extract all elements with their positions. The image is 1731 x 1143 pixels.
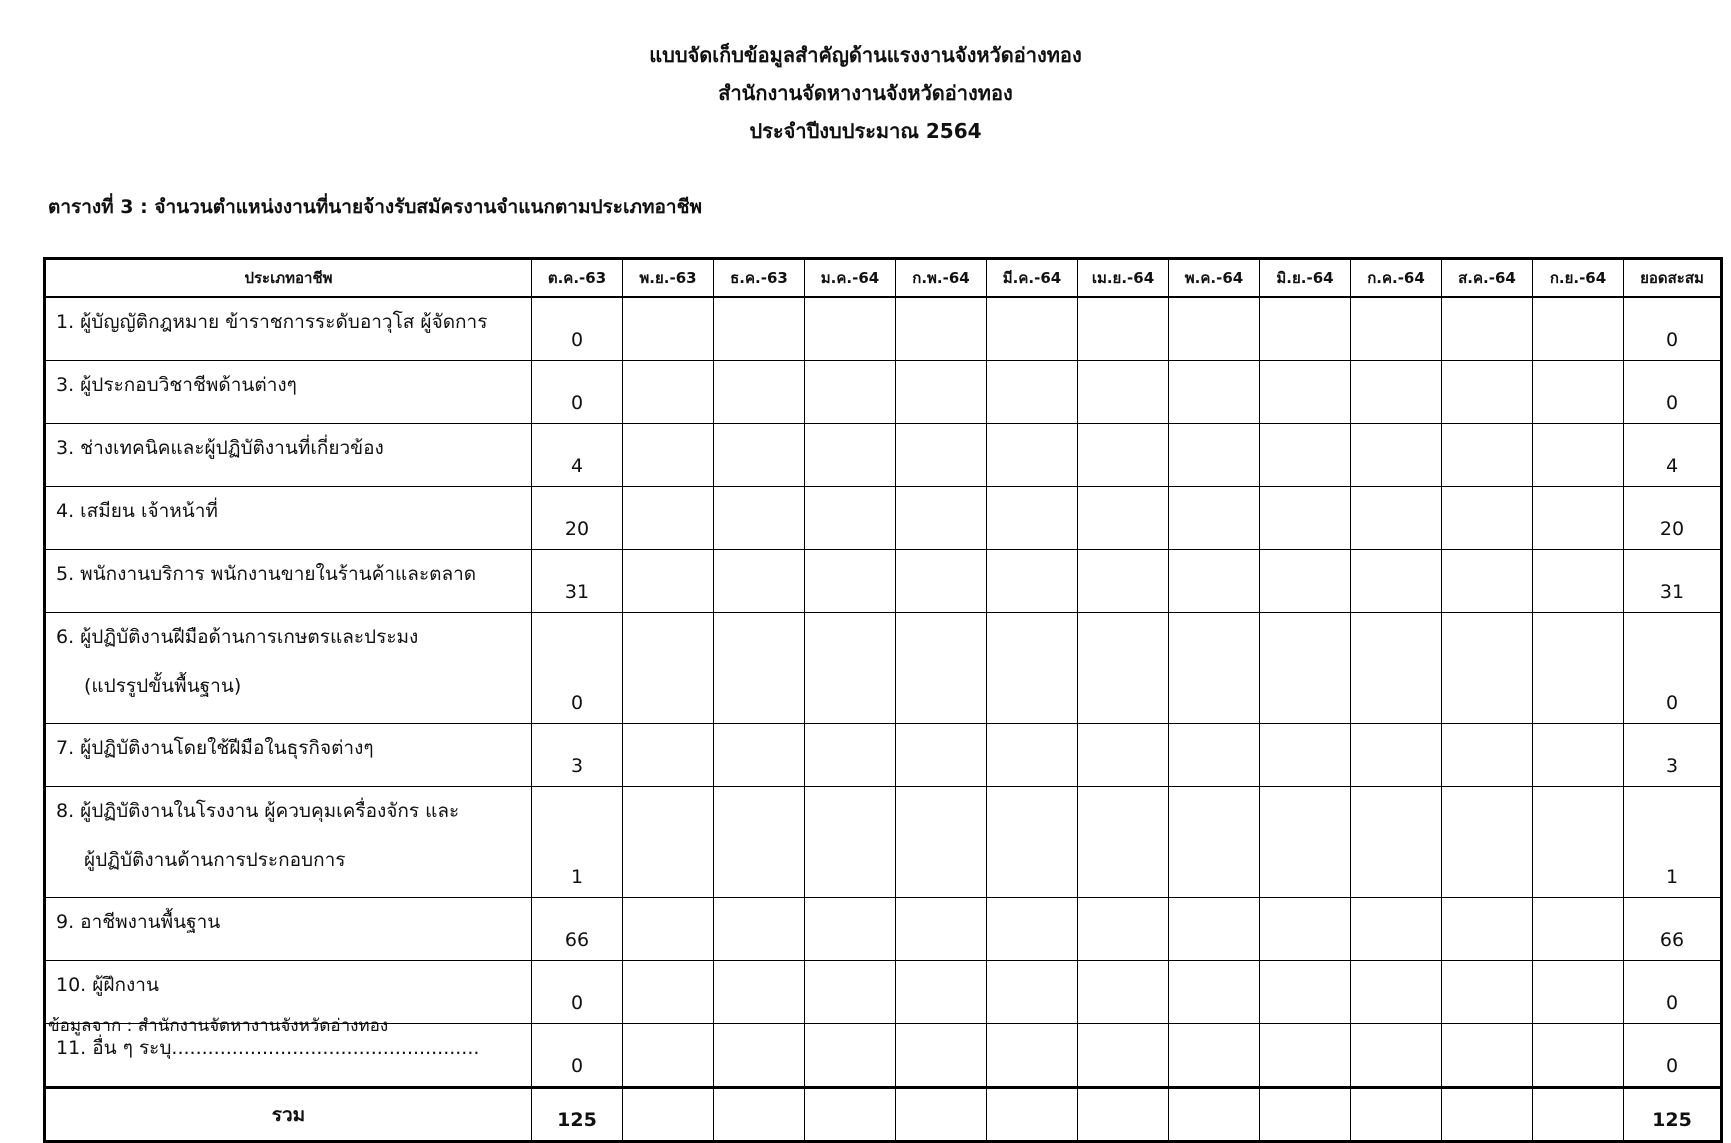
total-month-cell <box>805 1088 896 1142</box>
cumulative-value-cell: 20 <box>1624 487 1722 550</box>
month-value-cell <box>1533 361 1624 424</box>
col-month: ต.ค.-63 <box>532 259 623 298</box>
month-value-cell: 4 <box>532 424 623 487</box>
month-value-cell <box>1260 613 1351 724</box>
month-value-cell: 0 <box>532 297 623 361</box>
col-month: ก.พ.-64 <box>896 259 987 298</box>
month-value-cell: 3 <box>532 724 623 787</box>
total-row <box>45 1088 1722 1142</box>
month-value-cell <box>1442 487 1533 550</box>
month-value-cell <box>987 961 1078 1024</box>
month-value-cell: 0 <box>532 613 623 724</box>
total-month-cell <box>1351 1088 1442 1142</box>
month-value-cell <box>1533 961 1624 1024</box>
cumulative-value-cell: 66 <box>1624 898 1722 961</box>
col-month: ก.ค.-64 <box>1351 259 1442 298</box>
month-value-cell <box>805 787 896 898</box>
occupation-label: 8. ผู้ปฏิบัติงานในโรงงาน ผู้ควบคุมเครื่องจักร และ <box>56 800 460 822</box>
cumulative-value-cell: 0 <box>1624 361 1722 424</box>
col-month: มิ.ย.-64 <box>1260 259 1351 298</box>
month-value-cell <box>714 961 805 1024</box>
month-value-cell <box>987 613 1078 724</box>
month-value-cell <box>1533 724 1624 787</box>
col-month: ก.ย.-64 <box>1533 259 1624 298</box>
total-month-cell <box>896 1088 987 1142</box>
month-value-cell <box>714 550 805 613</box>
month-value-cell <box>1169 613 1260 724</box>
month-value-cell <box>714 424 805 487</box>
cumulative-value-cell: 0 <box>1624 613 1722 724</box>
occupation-cell <box>45 361 532 424</box>
month-value-cell <box>1078 550 1169 613</box>
month-value-cell <box>1169 550 1260 613</box>
month-value-cell <box>714 297 805 361</box>
occupation-label: 1. ผู้บัญญัติกฎหมาย ข้าราชการระดับอาวุโส ผู้จัดการ <box>56 311 488 333</box>
month-value-cell: 0 <box>532 1024 623 1088</box>
month-value-cell <box>1260 424 1351 487</box>
month-value-cell <box>987 724 1078 787</box>
table-row <box>45 361 1722 424</box>
month-value-cell <box>623 787 714 898</box>
month-value-cell <box>896 1024 987 1088</box>
month-value-cell <box>1533 787 1624 898</box>
month-value-cell <box>1169 487 1260 550</box>
col-occupation: ประเภทอาชีพ <box>45 259 532 298</box>
occupation-label: 11. อื่น ๆ ระบุ................................................... <box>56 1037 480 1059</box>
occupation-label: 4. เสมียน เจ้าหน้าที่ <box>56 500 218 522</box>
col-cumulative: ยอดสะสม <box>1624 259 1722 298</box>
month-value-cell <box>623 898 714 961</box>
total-month-cell: 125 <box>532 1088 623 1142</box>
occupation-label-continued: ผู้ปฏิบัติงานด้านการประกอบการ <box>84 849 346 871</box>
month-value-cell: 0 <box>532 361 623 424</box>
cumulative-value-cell: 1 <box>1624 787 1722 898</box>
month-value-cell <box>1169 1024 1260 1088</box>
table-row <box>45 297 1722 361</box>
month-value-cell <box>623 613 714 724</box>
total-month-cell <box>623 1088 714 1142</box>
occupation-label: 5. พนักงานบริการ พนักงานขายในร้านค้าและตลาด <box>56 563 477 585</box>
month-value-cell <box>623 487 714 550</box>
table-header-row <box>45 259 1722 298</box>
cumulative-value-cell: 31 <box>1624 550 1722 613</box>
month-value-cell <box>896 297 987 361</box>
total-month-cell <box>1260 1088 1351 1142</box>
month-value-cell <box>896 613 987 724</box>
month-value-cell <box>1442 550 1533 613</box>
month-value-cell <box>623 297 714 361</box>
month-value-cell <box>1533 487 1624 550</box>
occupation-cell <box>45 613 532 724</box>
month-value-cell <box>1533 898 1624 961</box>
col-month: พ.ย.-63 <box>623 259 714 298</box>
cumulative-value-cell: 4 <box>1624 424 1722 487</box>
month-value-cell: 20 <box>532 487 623 550</box>
occupation-label: 3. ช่างเทคนิคและผู้ปฏิบัติงานที่เกี่ยวข้อง <box>56 437 384 459</box>
month-value-cell <box>714 787 805 898</box>
month-value-cell <box>1169 961 1260 1024</box>
month-value-cell <box>1169 297 1260 361</box>
month-value-cell <box>805 297 896 361</box>
month-value-cell <box>1442 424 1533 487</box>
total-month-cell <box>714 1088 805 1142</box>
month-value-cell <box>1078 961 1169 1024</box>
header-office: สำนักงานจัดหางานจังหวัดอ่างทอง <box>718 81 1013 105</box>
month-value-cell <box>1351 1024 1442 1088</box>
month-value-cell <box>623 361 714 424</box>
month-value-cell <box>987 898 1078 961</box>
month-value-cell <box>896 724 987 787</box>
month-value-cell <box>805 487 896 550</box>
month-value-cell <box>805 613 896 724</box>
month-value-cell <box>1169 361 1260 424</box>
occupation-label: 10. ผู้ฝึกงาน <box>56 974 159 996</box>
month-value-cell <box>987 297 1078 361</box>
month-value-cell: 66 <box>532 898 623 961</box>
month-value-cell <box>1078 487 1169 550</box>
month-value-cell <box>714 1024 805 1088</box>
month-value-cell <box>896 898 987 961</box>
month-value-cell <box>896 424 987 487</box>
month-value-cell <box>805 361 896 424</box>
month-value-cell <box>1442 787 1533 898</box>
cumulative-value-cell: 3 <box>1624 724 1722 787</box>
occupation-cell <box>45 787 532 898</box>
document-header <box>0 36 1731 150</box>
occupation-cell <box>45 487 532 550</box>
occupation-label: 6. ผู้ปฏิบัติงานฝีมือด้านการเกษตรและประมง <box>56 626 419 648</box>
table-row <box>45 550 1722 613</box>
month-value-cell <box>896 361 987 424</box>
month-value-cell <box>1533 424 1624 487</box>
month-value-cell <box>1351 424 1442 487</box>
month-value-cell <box>896 487 987 550</box>
month-value-cell <box>1351 898 1442 961</box>
month-value-cell <box>987 424 1078 487</box>
month-value-cell <box>1533 1024 1624 1088</box>
month-value-cell <box>623 724 714 787</box>
month-value-cell: 0 <box>532 961 623 1024</box>
total-label: รวม <box>45 1088 532 1142</box>
month-value-cell <box>1533 297 1624 361</box>
month-value-cell <box>987 1024 1078 1088</box>
table-row <box>45 724 1722 787</box>
month-value-cell <box>1260 961 1351 1024</box>
month-value-cell <box>1351 550 1442 613</box>
month-value-cell <box>1260 297 1351 361</box>
total-month-cell <box>1442 1088 1533 1142</box>
month-value-cell <box>623 1024 714 1088</box>
cumulative-value-cell: 0 <box>1624 1024 1722 1088</box>
month-value-cell <box>1260 724 1351 787</box>
month-value-cell <box>987 361 1078 424</box>
total-month-cell <box>987 1088 1078 1142</box>
month-value-cell <box>1169 724 1260 787</box>
month-value-cell <box>1260 898 1351 961</box>
month-value-cell <box>1078 424 1169 487</box>
month-value-cell <box>1442 613 1533 724</box>
month-value-cell <box>1260 361 1351 424</box>
occupation-label: 9. อาชีพงานพื้นฐาน <box>56 911 221 933</box>
month-value-cell <box>1078 361 1169 424</box>
month-value-cell: 1 <box>532 787 623 898</box>
month-value-cell <box>1351 487 1442 550</box>
month-value-cell <box>1442 361 1533 424</box>
table-row <box>45 487 1722 550</box>
month-value-cell <box>805 724 896 787</box>
month-value-cell <box>1078 297 1169 361</box>
month-value-cell <box>805 424 896 487</box>
occupation-label: 7. ผู้ปฏิบัติงานโดยใช้ฝีมือในธุรกิจต่างๆ <box>56 737 374 759</box>
occupation-cell <box>45 424 532 487</box>
month-value-cell <box>1260 787 1351 898</box>
month-value-cell <box>1442 724 1533 787</box>
month-value-cell <box>1169 787 1260 898</box>
month-value-cell <box>987 787 1078 898</box>
col-month: เม.ย.-64 <box>1078 259 1169 298</box>
month-value-cell <box>1078 724 1169 787</box>
occupation-table <box>43 257 1723 1143</box>
header-title: แบบจัดเก็บข้อมูลสำคัญด้านแรงงานจังหวัดอ่างทอง <box>649 43 1082 67</box>
month-value-cell <box>896 961 987 1024</box>
month-value-cell <box>1351 613 1442 724</box>
occupation-cell <box>45 297 532 361</box>
month-value-cell <box>1351 787 1442 898</box>
month-value-cell <box>623 961 714 1024</box>
month-value-cell <box>1533 550 1624 613</box>
month-value-cell <box>1351 297 1442 361</box>
month-value-cell <box>714 724 805 787</box>
total-month-cell <box>1533 1088 1624 1142</box>
month-value-cell <box>1533 613 1624 724</box>
month-value-cell <box>987 487 1078 550</box>
month-value-cell <box>987 550 1078 613</box>
table-row <box>45 787 1722 898</box>
month-value-cell <box>1078 1024 1169 1088</box>
month-value-cell <box>1078 613 1169 724</box>
col-month: ธ.ค.-63 <box>714 259 805 298</box>
occupation-cell <box>45 550 532 613</box>
month-value-cell <box>1260 550 1351 613</box>
col-month: มี.ค.-64 <box>987 259 1078 298</box>
month-value-cell <box>623 550 714 613</box>
header-fiscal-year: ประจำปีงบประมาณ 2564 <box>749 119 982 143</box>
month-value-cell <box>1260 1024 1351 1088</box>
month-value-cell <box>1351 724 1442 787</box>
month-value-cell <box>1351 361 1442 424</box>
month-value-cell <box>1351 961 1442 1024</box>
month-value-cell <box>896 550 987 613</box>
table-caption: ตารางที่ 3 : จำนวนตำแหน่งงานที่นายจ้างรับสมัครงานจำแนกตามประเภทอาชีพ <box>48 196 702 218</box>
month-value-cell <box>623 424 714 487</box>
total-cumulative-cell: 125 <box>1624 1088 1722 1142</box>
month-value-cell <box>714 361 805 424</box>
month-value-cell <box>1442 297 1533 361</box>
month-value-cell: 31 <box>532 550 623 613</box>
month-value-cell <box>714 487 805 550</box>
col-month: พ.ค.-64 <box>1169 259 1260 298</box>
cumulative-value-cell: 0 <box>1624 961 1722 1024</box>
month-value-cell <box>1260 487 1351 550</box>
table-row <box>45 898 1722 961</box>
col-month: ส.ค.-64 <box>1442 259 1533 298</box>
occupation-cell <box>45 898 532 961</box>
table-row <box>45 424 1722 487</box>
month-value-cell <box>714 898 805 961</box>
month-value-cell <box>1078 898 1169 961</box>
table-row <box>45 613 1722 724</box>
month-value-cell <box>805 898 896 961</box>
month-value-cell <box>805 550 896 613</box>
occupation-cell <box>45 724 532 787</box>
source-note: ข้อมูลจาก : สำนักงานจัดหางานจังหวัดอ่างทอง <box>48 1016 389 1036</box>
total-month-cell <box>1078 1088 1169 1142</box>
month-value-cell <box>1442 1024 1533 1088</box>
occupation-label: 3. ผู้ประกอบวิชาชีพด้านต่างๆ <box>56 374 297 396</box>
col-month: ม.ค.-64 <box>805 259 896 298</box>
month-value-cell <box>1442 898 1533 961</box>
month-value-cell <box>896 787 987 898</box>
month-value-cell <box>1169 898 1260 961</box>
month-value-cell <box>805 1024 896 1088</box>
total-month-cell <box>1169 1088 1260 1142</box>
month-value-cell <box>1169 424 1260 487</box>
month-value-cell <box>805 961 896 1024</box>
occupation-label-continued: (แปรรูปขั้นพื้นฐาน) <box>84 675 242 697</box>
month-value-cell <box>1442 961 1533 1024</box>
month-value-cell <box>714 613 805 724</box>
month-value-cell <box>1078 787 1169 898</box>
cumulative-value-cell: 0 <box>1624 297 1722 361</box>
